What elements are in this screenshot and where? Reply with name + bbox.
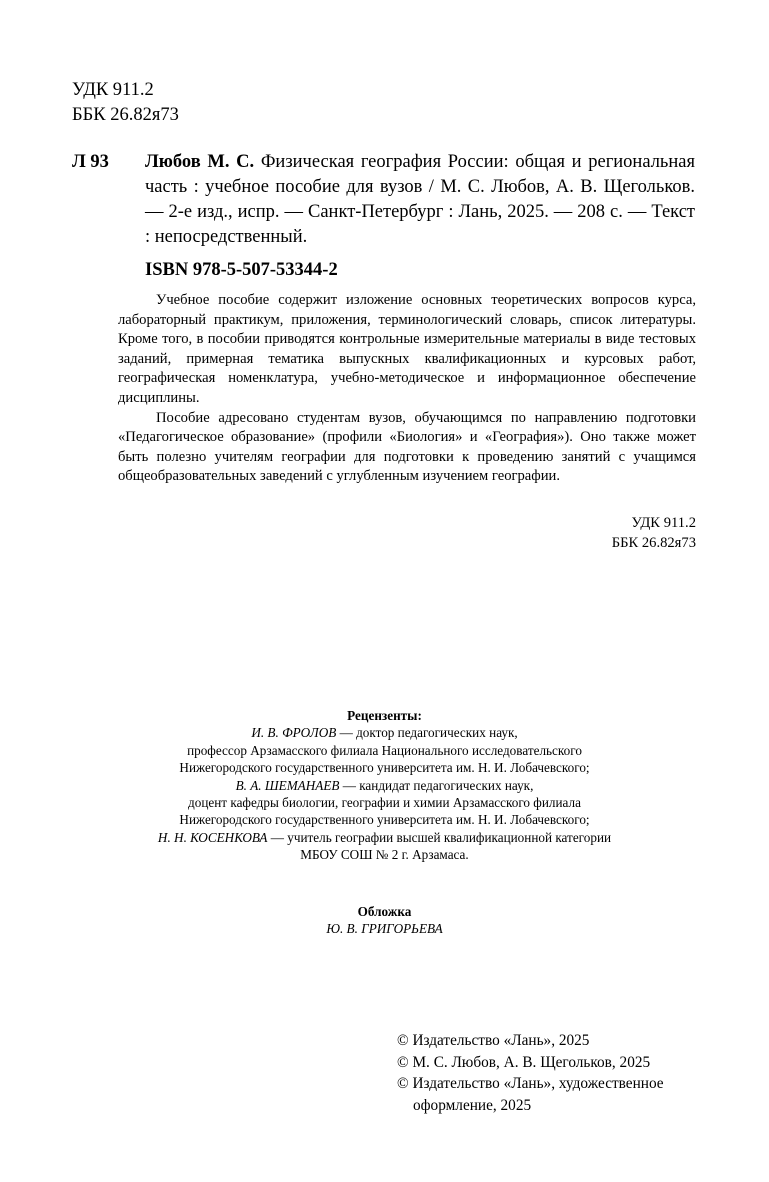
reviewer-3-line-2: МБОУ СОШ № 2 г. Арзамаса. — [300, 847, 469, 863]
annotation-paragraph-2: Пособие адресовано студентам вузов, обучающимся по направлению подготовки «Педагогическое образование» (профили «Биология» и «География»). Оно также может быть полезно учителям географии для подготовки к проведению занятий с учащимся общеобразовательных заведений с углубленным изучением географии. — [118, 409, 696, 485]
reviewer-3-line-1: — учитель географии высшей квалификационной категории — [267, 829, 612, 845]
reviewer-1-line-1: — доктор педагогических наук, — [336, 725, 518, 741]
footer-bbk: ББК 26.82я73 — [611, 535, 696, 551]
bibliographic-description: Физическая география России: общая и региональная часть : учебное пособие для вузов / М. С. Любов, А. В. Щегольков. — 2-е изд., испр. — Санкт-Петербург : Лань, 2025. — 208 с. — Текст : непосредственный. — [145, 152, 695, 247]
reviewer-3-name: Н. Н. КОСЕНКОВА — [157, 829, 268, 845]
author-name: Любов М. С. — [145, 152, 255, 172]
footer-codes — [612, 513, 696, 553]
reviewer-2-line-3: Нижегородского государственного университета им. Н. И. Лобачевского; — [179, 812, 590, 828]
reviewer-2-name: В. А. ШЕМАНАЕВ — [235, 777, 340, 793]
copyright-line-2: © М. С. Любов, А. В. Щегольков, 2025 — [397, 1053, 651, 1071]
author-mark: Л 93 — [72, 152, 109, 172]
copyright-line-1: © Издательство «Лань», 2025 — [397, 1032, 590, 1049]
annotation — [118, 291, 696, 487]
cover-credit — [0, 903, 769, 938]
header-udk: УДК 911.2 — [72, 80, 154, 100]
header-codes — [72, 78, 179, 128]
reviewer-2-heading — [0, 777, 769, 794]
reviewer-1-name: И. В. ФРОЛОВ — [251, 725, 337, 741]
reviewers-title: Рецензенты: — [347, 708, 422, 723]
footer-udk: УДК 911.2 — [631, 515, 696, 531]
reviewer-1-heading — [0, 724, 769, 741]
copyright-block — [397, 1030, 664, 1116]
reviewer-1-line-3: Нижегородского государственного университета им. Н. И. Лобачевского; — [179, 760, 590, 776]
copyright-line-3: © Издательство «Лань», художественное — [397, 1075, 664, 1092]
isbn: ISBN 978-5-507-53344-2 — [145, 260, 338, 280]
copyright-line-4: оформление, 2025 — [413, 1096, 532, 1114]
cover-designer: Ю. В. ГРИГОРЬЕВА — [326, 921, 443, 937]
reviewer-3-heading — [0, 829, 769, 846]
reviewer-2-line-1: — кандидат педагогических наук, — [339, 777, 534, 793]
reviewers-block — [0, 707, 769, 864]
cover-title: Обложка — [357, 904, 412, 919]
bibliographic-record — [145, 150, 695, 250]
header-bbk: ББК 26.82я73 — [72, 105, 179, 125]
reviewer-2-line-2: доцент кафедры биологии, географии и химии Арзамасского филиала — [188, 795, 581, 811]
reviewer-1-line-2: профессор Арзамасского филиала Национального исследовательского — [187, 742, 582, 758]
annotation-paragraph-1: Учебное пособие содержит изложение основных теоретических вопросов курса, лабораторный практикум, приложения, терминологический словарь, список литературы. Кроме того, в пособии приводятся контрольные измерительные материалы в виде тестовых заданий, примерная тематика выпускных квалификационных и курсовых работ, географическая номенклатура, учебно-методическое и информационное обеспечение дисциплины. — [118, 292, 696, 406]
